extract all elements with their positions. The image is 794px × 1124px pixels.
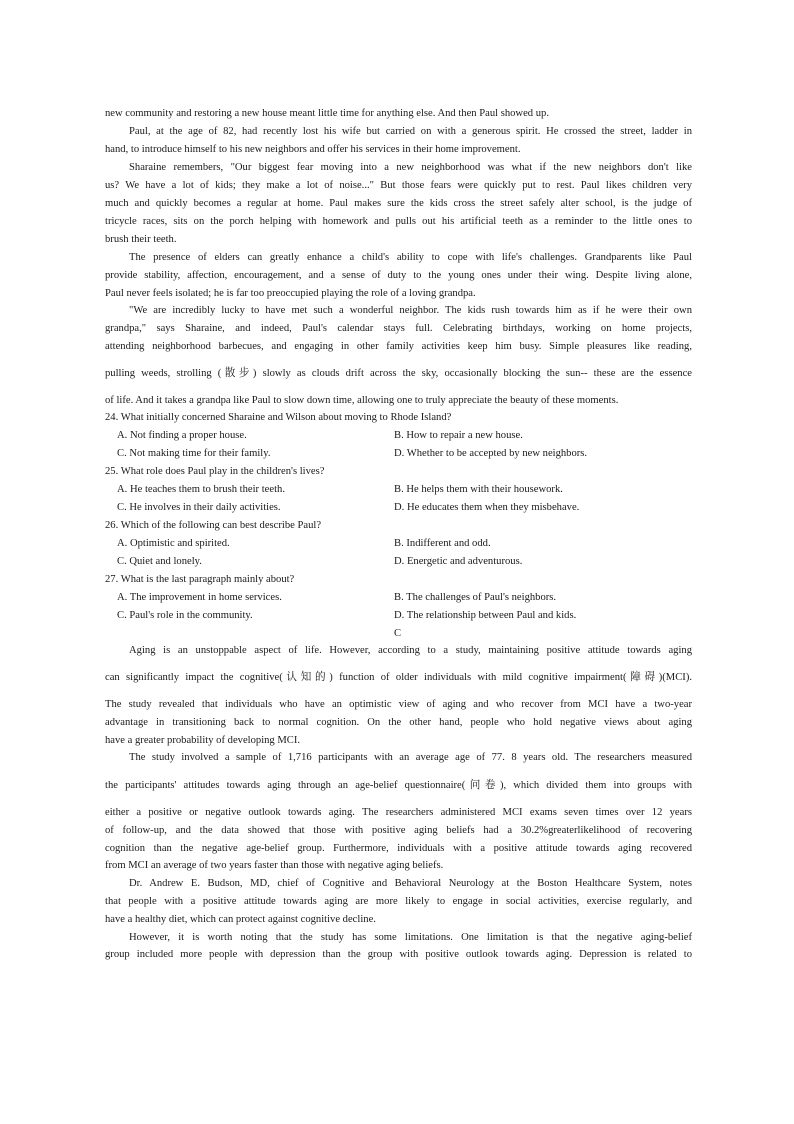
option-d[interactable]: D. The relationship between Paul and kids. xyxy=(394,610,577,621)
passage-line: tricycle races, sits on the porch helping with homework and pulls out his artificial teeth as a reminder to the little ones to xyxy=(105,216,692,227)
passage-line: the participants' attitudes towards aging through an age-belief questionnaire(问卷), which divided them into groups with xyxy=(105,780,692,791)
passage-line: us? We have a lot of kids; they make a lot of noise..." But those fears were quickly put to rest. Paul likes children very xyxy=(105,180,692,191)
passage-line: group included more people with depression than the group with positive outlook towards aging. Depression is related to xyxy=(105,949,692,960)
passage-line: Sharaine remembers, "Our biggest fear moving into a new neighborhood was what if the new neighbors don't like xyxy=(129,162,692,173)
passage-line: grandpa," says Sharaine, and indeed, Paul's calendar stays full. Celebrating birthdays, working on home projects, xyxy=(105,323,692,334)
passage-line: The study revealed that individuals who have an optimistic view of aging and who recover from MCI have a two-year xyxy=(105,699,692,710)
passage-line: Aging is an unstoppable aspect of life. However, according to a study, maintaining positive attitude towards aging xyxy=(129,645,692,656)
passage-line: The study involved a sample of 1,716 participants with an average age of 77. 8 years old. The researchers measured xyxy=(129,752,692,763)
passage-line: pulling weeds, strolling (散步) slowly as clouds drift across the sky, occasionally blocking the sun-- these are the essence xyxy=(105,368,692,379)
option-b[interactable]: B. How to repair a new house. xyxy=(394,430,523,441)
option-a[interactable]: A. Optimistic and spirited. xyxy=(117,538,230,549)
passage-line: cognition than the negative age-belief group. Furthermore, individuals with a positive attitude towards aging recovered xyxy=(105,843,692,854)
option-d[interactable]: D. He educates them when they misbehave. xyxy=(394,502,580,513)
passage-line: brush their teeth. xyxy=(105,234,177,245)
option-c[interactable]: C. Quiet and lonely. xyxy=(117,556,202,567)
question-stem: 25. What role does Paul play in the children's lives? xyxy=(105,466,325,477)
passage-line: new community and restoring a new house meant little time for anything else. And then Paul showed up. xyxy=(105,108,549,119)
question-stem: 26. Which of the following can best describe Paul? xyxy=(105,520,322,531)
option-a[interactable]: A. The improvement in home services. xyxy=(117,592,282,603)
passage-line: attending neighborhood barbecues, and engaging in other family activities keep him busy. Simple pleasures like reading, xyxy=(105,341,692,352)
passage-line: The presence of elders can greatly enhance a child's ability to cope with life's challenges. Grandparents like Paul xyxy=(129,252,692,263)
passage-line: "We are incredibly lucky to have met such a wonderful neighbor. The kids rush towards him as if he were their own xyxy=(129,305,692,316)
passage-line: However, it is worth noting that the study has some limitations. One limitation is that the negative aging-belief xyxy=(129,932,692,943)
option-b[interactable]: B. Indifferent and odd. xyxy=(394,538,491,549)
option-a[interactable]: A. Not finding a proper house. xyxy=(117,430,247,441)
section-heading: C xyxy=(394,628,402,639)
passage-line: that people with a positive attitude towards aging are more likely to engage in social activities, exercise regularly, and xyxy=(105,896,692,907)
option-a[interactable]: A. He teaches them to brush their teeth. xyxy=(117,484,285,495)
passage-line: can significantly impact the cognitive(认知的) function of older individuals with mild cognitive impairment(障碍)(MCI). xyxy=(105,672,692,683)
question-stem: 24. What initially concerned Sharaine and Wilson about moving to Rhode Island? xyxy=(105,412,452,423)
passage-line: either a positive or negative outlook towards aging. The researchers administered MCI exams seven times over 12 years xyxy=(105,807,692,818)
option-d[interactable]: D. Whether to be accepted by new neighbors. xyxy=(394,448,588,459)
passage-line: hand, to introduce himself to his new neighbors and offer his services in their home improvement. xyxy=(105,144,521,155)
option-b[interactable]: B. The challenges of Paul's neighbors. xyxy=(394,592,557,603)
option-c[interactable]: C. Not making time for their family. xyxy=(117,448,271,459)
passage-line: Dr. Andrew E. Budson, MD, chief of Cognitive and Behavioral Neurology at the Boston Healthcare System, notes xyxy=(129,878,692,889)
passage-line: Paul never feels isolated; he is far too preoccupied playing the role of a loving grandpa. xyxy=(105,288,476,299)
option-d[interactable]: D. Energetic and adventurous. xyxy=(394,556,523,567)
passage-line: of follow-up, and the data showed that those with positive aging beliefs had a 30.2%greaterlikelihood of recovering xyxy=(105,825,692,836)
question-stem: 27. What is the last paragraph mainly about? xyxy=(105,574,295,585)
passage-line: from MCI an average of two years faster than those with negative aging beliefs. xyxy=(105,860,444,871)
option-b[interactable]: B. He helps them with their housework. xyxy=(394,484,563,495)
passage-line: provide stability, affection, encouragement, and a sense of duty to the young ones under their wing. Despite living alone, xyxy=(105,270,692,281)
passage-line: of life. And it takes a grandpa like Paul to slow down time, allowing one to truly appreciate the beauty of these moments. xyxy=(105,395,619,406)
passage-line: Paul, at the age of 82, had recently lost his wife but carried on with a generous spirit. He crossed the street, ladder in xyxy=(129,126,692,137)
passage-line: have a greater probability of developing MCI. xyxy=(105,735,301,746)
option-c[interactable]: C. Paul's role in the community. xyxy=(117,610,253,621)
passage-line: much and quickly becomes a regular at home. Paul makes sure the kids cross the street safely alter school, is the judge of xyxy=(105,198,692,209)
option-c[interactable]: C. He involves in their daily activities. xyxy=(117,502,281,513)
passage-line: advantage in transitioning back to normal cognition. On the other hand, people who hold negative views about aging xyxy=(105,717,692,728)
passage-line: have a healthy diet, which can protect against cognitive decline. xyxy=(105,914,376,925)
